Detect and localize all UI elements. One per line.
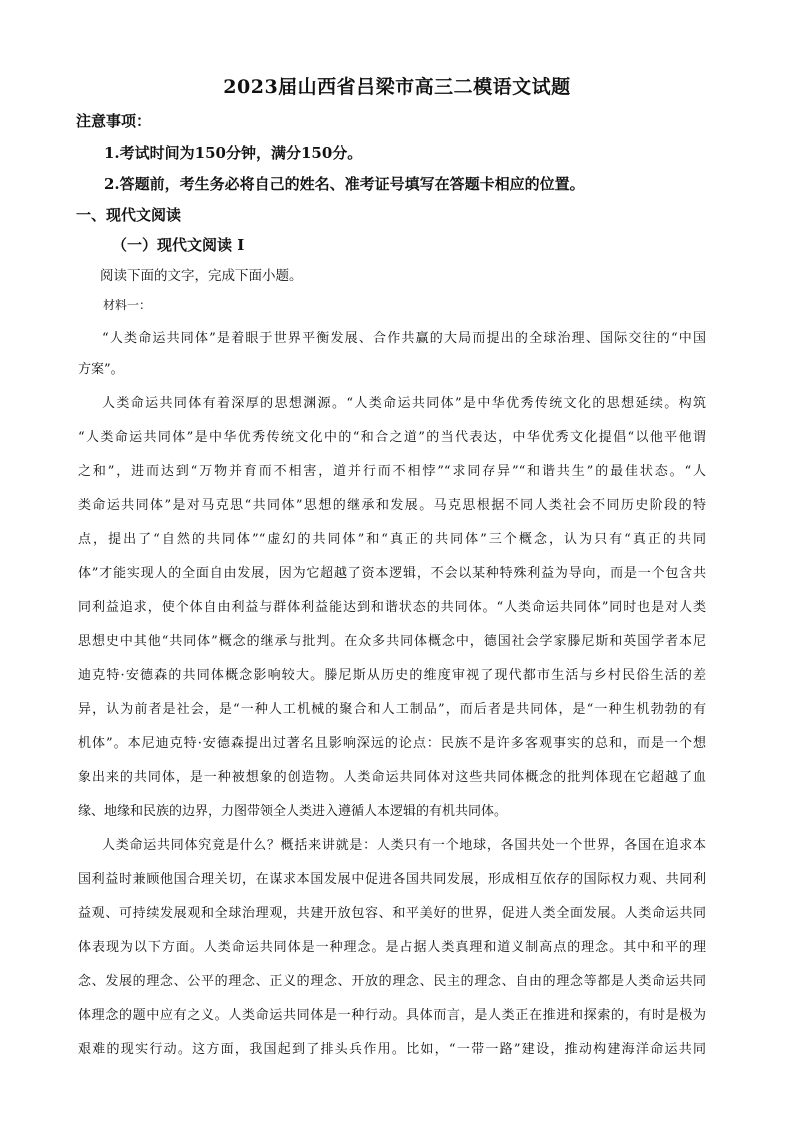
- body-line: 方案”。: [78, 362, 124, 377]
- body-line: 同利益追求，使个体自由利益与群体利益能达到和谐状态的共同体。“人类命运共同体”同时也是对人类: [78, 600, 706, 615]
- notice-heading: 注意事项：: [76, 112, 152, 130]
- body-line: 体”才能实现人的全面自由发展，因为它超越了资本逻辑，不会以某种特殊利益为导向，而是一个包含共: [78, 566, 706, 581]
- body-line: 人类命运共同体究竟是什么？概括来讲就是：人类只有一个地球，各国共处一个世界，各国在追求本: [102, 838, 706, 853]
- body-line: 象出来的共同体，是一种被想象的创造物。人类命运共同体对这些共同体概念的批判体现在它超越了血: [78, 770, 706, 785]
- body-line: 点，提出了“自然的共同体”“虚幻的共同体”和“真正的共同体”三个概念，认为只有“真正的共同: [78, 532, 706, 547]
- body-line: “人类命运共同体”是中华优秀传统文化中的“和合之道”的当代表达，中华优秀文化提倡“以他平他谓: [78, 430, 706, 445]
- instruction-text: 阅读下面的文字，完成下面小题。: [100, 268, 303, 284]
- body-line: 类命运共同体”是对马克思“共同体”思想的继承和发展。马克思根据不同人类社会不同历史阶段的特: [78, 498, 706, 513]
- body-line: 体理念的题中应有之义。人类命运共同体是一种行动。具体而言，是人类正在推进和探索的，有时是极为: [78, 1008, 706, 1023]
- body-line: 益观、可持续发展观和全球治理观，共建开放包容、和平美好的世界，促进人类全面发展。人类命运共同: [78, 906, 706, 921]
- body-line: 国利益时兼顾他国合理关切，在谋求本国发展中促进各国共同发展，形成相互依存的国际权力观、共同利: [78, 872, 706, 887]
- body-line: 体表现为以下方面。人类命运共同体是一种理念。是占据人类真理和道义制高点的理念。其中和平的理: [78, 940, 706, 955]
- subsection-heading: （一）现代文阅读 I: [112, 236, 245, 254]
- body-line: 艰难的现实行动。这方面，我国起到了排头兵作用。比如，“一带一路”建设，推动构建海洋命运共同: [78, 1042, 706, 1057]
- page-title: 2023届山西省吕梁市高三二模语文试题: [223, 76, 571, 98]
- body-line: 异，认为前者是社会，是“一种人工机械的聚合和人工制品”，而后者是共同体，是“一种生机勃勃的有: [78, 702, 706, 717]
- section-heading: 一、现代文阅读: [76, 206, 182, 224]
- body-line: 念、发展的理念、公平的理念、正义的理念、开放的理念、民主的理念、自由的理念等都是人类命运共同: [78, 974, 706, 989]
- body-line: 思想史中其他“共同体”概念的继承与批判。在众多共同体概念中，德国社会学家滕尼斯和英国学者本尼: [78, 634, 706, 649]
- material-label: 材料一：: [103, 298, 152, 312]
- body-line: 人类命运共同体有着深厚的思想渊源。“人类命运共同体”是中华优秀传统文化的思想延续。构筑: [102, 396, 706, 411]
- notice-item: 1.考试时间为150分钟，满分150分。: [104, 144, 363, 162]
- notice-item: 2.答题前，考生务必将自己的姓名、准考证号填写在答题卡相应的位置。: [104, 175, 585, 193]
- body-line: 之和”，进而达到“万物并育而不相害，道并行而不相悖”“求同存异”“和谐共生”的最佳状态。“人: [78, 464, 706, 479]
- body-line: 迪克特·安德森的共同体概念影响较大。滕尼斯从历史的维度审视了现代都市生活与乡村民俗生活的差: [78, 668, 706, 683]
- body-line: “人类命运共同体”是着眼于世界平衡发展、合作共赢的大局而提出的全球治理、国际交往的“中国: [102, 331, 706, 346]
- body-line: 缘、地缘和民族的边界，力图带领全人类进入遵循人本逻辑的有机共同体。: [78, 804, 508, 819]
- body-line: 机体”。本尼迪克特·安德森提出过著名且影响深远的论点：民族不是许多客观事实的总和，而是一个想: [78, 736, 706, 751]
